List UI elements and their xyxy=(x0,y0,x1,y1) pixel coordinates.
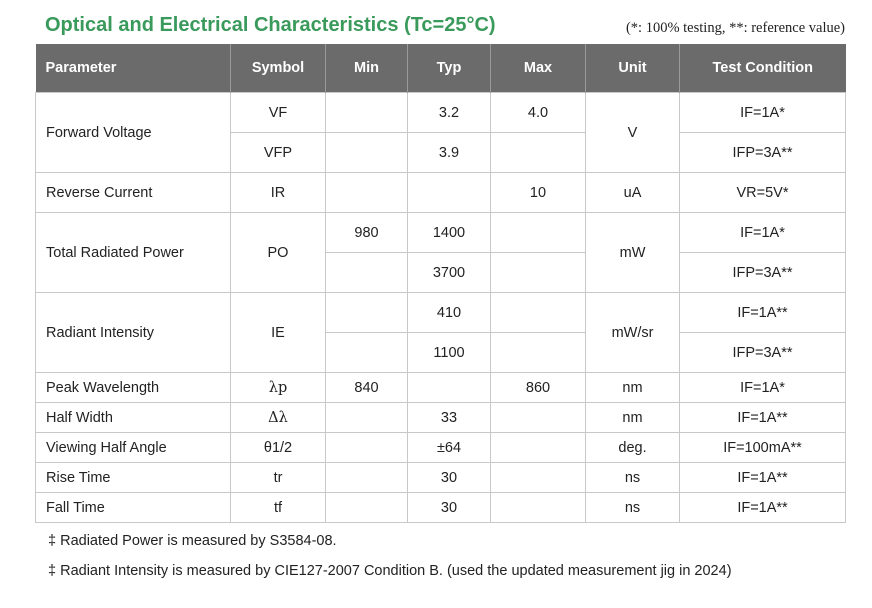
header-parameter: Parameter xyxy=(36,44,231,93)
testing-note: (*: 100% testing, **: reference value) xyxy=(625,20,845,36)
min-cell xyxy=(326,433,408,463)
min-cell xyxy=(326,133,408,173)
header-typ: Typ xyxy=(408,44,491,93)
max-cell: 10 xyxy=(491,173,586,213)
unit-cell: nm xyxy=(586,403,680,433)
table-row xyxy=(36,293,846,333)
typ-cell: 33 xyxy=(408,403,491,433)
unit-cell: ns xyxy=(586,493,680,523)
header-max: Max xyxy=(491,44,586,93)
param-cell: Reverse Current xyxy=(36,173,231,213)
unit-cell: mW xyxy=(586,213,680,293)
param-cell: Half Width xyxy=(36,403,231,433)
min-cell xyxy=(326,93,408,133)
condition-cell: IF=1A* xyxy=(680,93,846,133)
max-cell xyxy=(491,433,586,463)
min-cell xyxy=(326,493,408,523)
condition-cell: IFP=3A** xyxy=(680,133,846,173)
symbol-cell: IE xyxy=(231,293,326,373)
max-cell: 4.0 xyxy=(491,93,586,133)
param-cell: Peak Wavelength xyxy=(36,373,231,403)
typ-cell xyxy=(408,373,491,403)
footnote-radiant-intensity: ‡ Radiant Intensity is measured by CIE127-2007 Condition B. (used the updated measurement jig in 2024) xyxy=(48,563,732,579)
max-cell xyxy=(491,403,586,433)
unit-cell: ns xyxy=(586,463,680,493)
condition-cell: IF=1A** xyxy=(680,403,846,433)
header-symbol: Symbol xyxy=(231,44,326,93)
condition-cell: IFP=3A** xyxy=(680,253,846,293)
min-cell xyxy=(326,403,408,433)
symbol-cell: tf xyxy=(231,493,326,523)
min-cell: 980 xyxy=(326,213,408,253)
max-cell xyxy=(491,293,586,333)
typ-cell: 3700 xyxy=(408,253,491,293)
min-cell xyxy=(326,333,408,373)
table-row xyxy=(36,173,846,213)
symbol-cell: λp xyxy=(231,373,326,403)
typ-cell: ±64 xyxy=(408,433,491,463)
condition-cell: IF=1A** xyxy=(680,293,846,333)
condition-cell: IF=1A** xyxy=(680,493,846,523)
condition-cell: IF=1A* xyxy=(680,213,846,253)
max-cell xyxy=(491,493,586,523)
table-row xyxy=(36,433,846,463)
symbol-cell: PO xyxy=(231,213,326,293)
param-cell: Radiant Intensity xyxy=(36,293,231,373)
condition-cell: IF=100mA** xyxy=(680,433,846,463)
typ-cell: 410 xyxy=(408,293,491,333)
param-cell: Viewing Half Angle xyxy=(36,433,231,463)
table-row xyxy=(36,463,846,493)
symbol-cell: VF xyxy=(231,93,326,133)
table-row xyxy=(36,93,846,133)
condition-cell: IF=1A* xyxy=(680,373,846,403)
symbol-cell: IR xyxy=(231,173,326,213)
header-min: Min xyxy=(326,44,408,93)
typ-cell: 30 xyxy=(408,463,491,493)
typ-cell: 3.9 xyxy=(408,133,491,173)
min-cell xyxy=(326,293,408,333)
unit-cell: mW/sr xyxy=(586,293,680,373)
unit-cell: deg. xyxy=(586,433,680,463)
typ-cell: 1400 xyxy=(408,213,491,253)
header-unit: Unit xyxy=(586,44,680,93)
table-header-row xyxy=(36,44,846,93)
typ-cell xyxy=(408,173,491,213)
min-cell: 840 xyxy=(326,373,408,403)
param-cell: Total Radiated Power xyxy=(36,213,231,293)
max-cell xyxy=(491,213,586,253)
max-cell xyxy=(491,463,586,493)
unit-cell: nm xyxy=(586,373,680,403)
param-cell: Rise Time xyxy=(36,463,231,493)
characteristics-table xyxy=(35,44,846,523)
unit-cell: uA xyxy=(586,173,680,213)
unit-cell: V xyxy=(586,93,680,173)
table-row xyxy=(36,493,846,523)
max-cell xyxy=(491,333,586,373)
table-row xyxy=(36,213,846,253)
max-cell xyxy=(491,253,586,293)
condition-cell: IF=1A** xyxy=(680,463,846,493)
condition-cell: VR=5V* xyxy=(680,173,846,213)
typ-cell: 30 xyxy=(408,493,491,523)
max-cell xyxy=(491,133,586,173)
page-title: Optical and Electrical Characteristics (Tc=25°C) xyxy=(45,14,496,36)
footnote-radiated-power: ‡ Radiated Power is measured by S3584-08. xyxy=(48,533,337,549)
min-cell xyxy=(326,173,408,213)
max-cell: 860 xyxy=(491,373,586,403)
table-row xyxy=(36,403,846,433)
param-cell: Forward Voltage xyxy=(36,93,231,173)
min-cell xyxy=(326,463,408,493)
typ-cell: 1100 xyxy=(408,333,491,373)
symbol-cell: θ1/2 xyxy=(231,433,326,463)
condition-cell: IFP=3A** xyxy=(680,333,846,373)
param-cell: Fall Time xyxy=(36,493,231,523)
symbol-cell: Δλ xyxy=(231,403,326,433)
symbol-cell: VFP xyxy=(231,133,326,173)
typ-cell: 3.2 xyxy=(408,93,491,133)
table-row xyxy=(36,373,846,403)
symbol-cell: tr xyxy=(231,463,326,493)
header-test-condition: Test Condition xyxy=(680,44,846,93)
min-cell xyxy=(326,253,408,293)
